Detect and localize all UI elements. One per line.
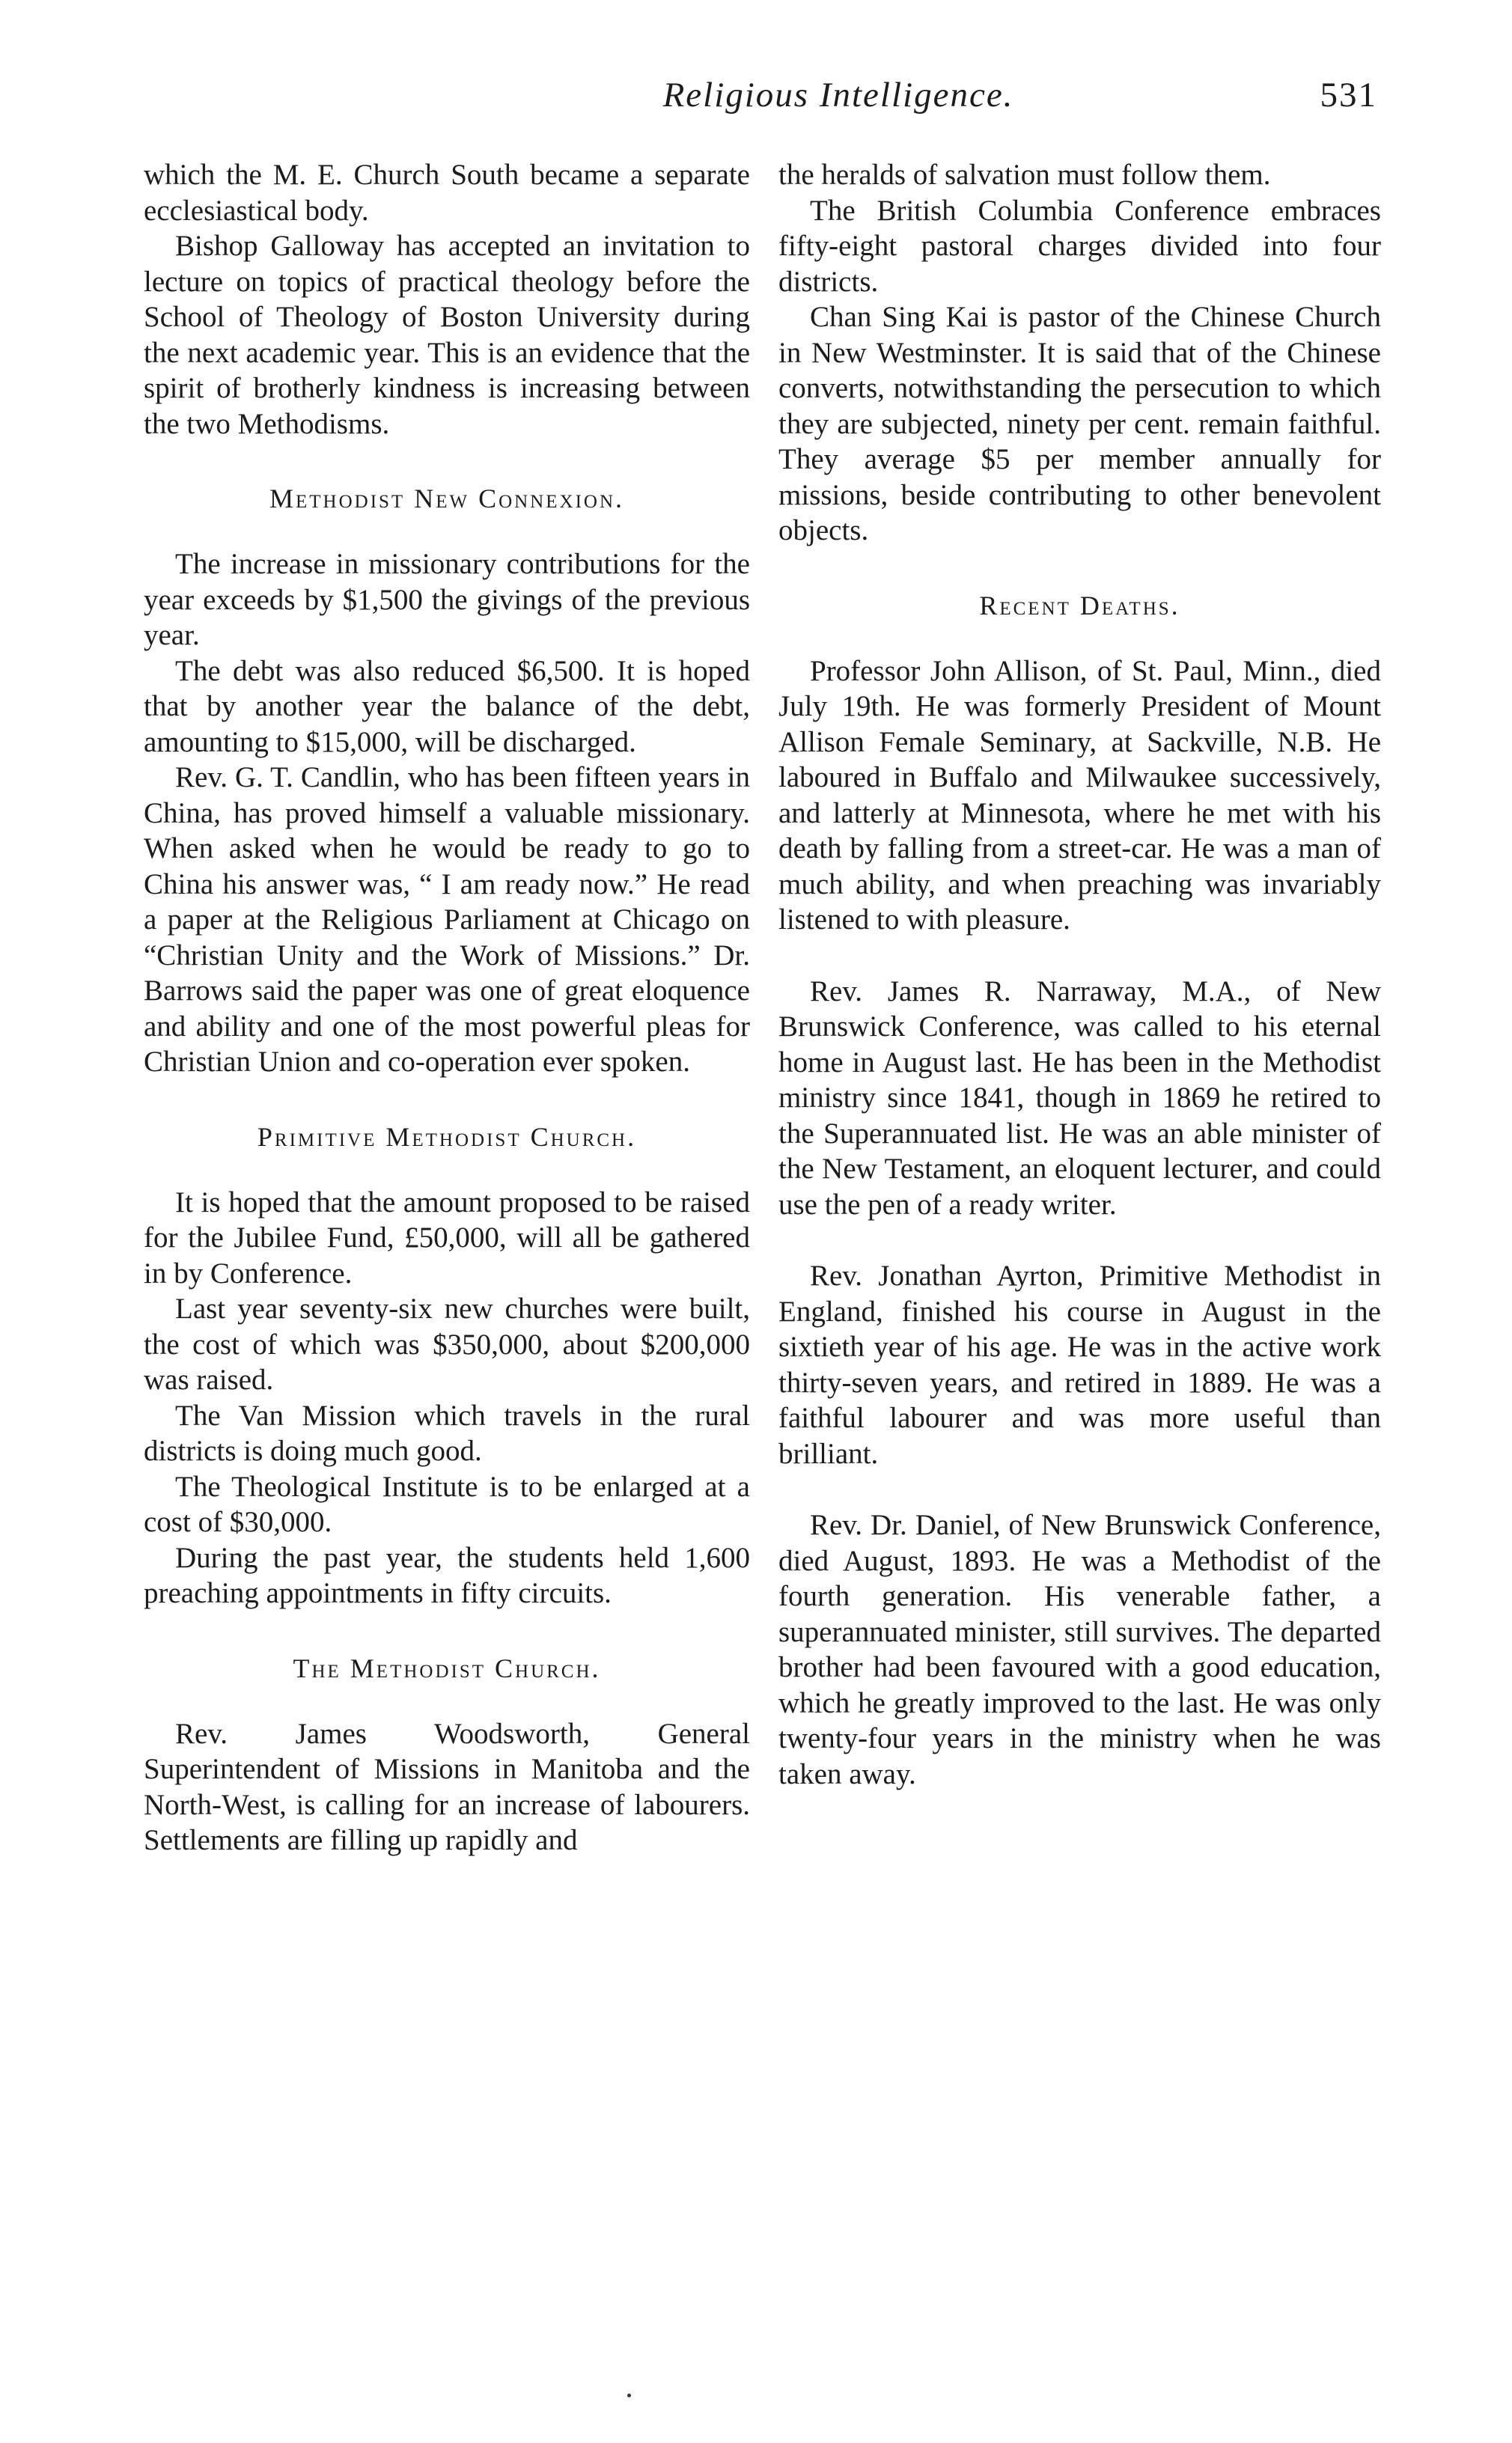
left-column xyxy=(144,157,750,1858)
obituary-narraway: Rev. James R. Narraway, M.A., of New Brunswick Conference, was called to his eternal home in August last. He has been in the Methodist ministry since 1841, though in 1869 he retired to the Superannuated list. He was an able minister of the New Testament, an eloquent lecturer, and could use the pen of a ready writer. xyxy=(778,975,1381,1221)
paragraph: The Theological Institute is to be enlarged at a cost of $30,000. xyxy=(144,1470,750,1538)
paragraph: During the past year, the students held 1,600 preaching appointments in fifty circuits. xyxy=(144,1541,750,1609)
paragraph: Rev. G. T. Candlin, who has been fifteen years in China, has proved himself a valuable missionary. When asked when he would be ready to go to China his answer was, “ I am ready now.” He read a paper at the Religious Parliament at Chicago on “Christian Unity and the Work of Missions.” Dr. Barrows said the paper was one of great eloquence and ability and one of the most powerful pleas for Christian Union and co-operation ever spoken. xyxy=(144,761,750,1078)
paragraph: The increase in missionary contributions for the year exceeds by $1,500 the givings of the previous year. xyxy=(144,548,750,651)
section-heading-new-connexion: Methodist New Connexion. xyxy=(269,484,624,513)
paragraph: Last year seventy-six new churches were built, the cost of which was $350,000, about $200,000 was raised. xyxy=(144,1293,750,1396)
paragraph: Rev. James Woodsworth, General Superintendent of Missions in Manitoba and the North-West, is calling for an increase of labourers. Settlements are filling up rapidly and xyxy=(144,1717,750,1856)
obituary-ayrton: Rev. Jonathan Ayrton, Primitive Methodist in England, finished his course in August in the sixtieth year of his age. He was in the active work thirty-seven years, and retired in 1889. He was a faithful labourer and was more useful than brilliant. xyxy=(778,1260,1381,1470)
right-column xyxy=(778,157,1381,1792)
section-heading-recent-deaths: Recent Deaths. xyxy=(979,590,1180,620)
paragraph: It is hoped that the amount proposed to be raised for the Jubilee Fund, £50,000, will all be gathered in by Conference. xyxy=(144,1186,750,1290)
page-number: 531 xyxy=(1320,76,1377,115)
paragraph: The British Columbia Conference embraces fifty-eight pastoral charges divided into four districts. xyxy=(778,194,1381,298)
section-heading-primitive-methodist: Primitive Methodist Church. xyxy=(257,1121,637,1152)
paragraph: The debt was also reduced $6,500. It is hoped that by another year the balance of the debt, amounting to $15,000, will be discharged. xyxy=(144,654,750,758)
paragraph: Bishop Galloway has accepted an invitation to lecture on topics of practical theology before the School of Theology of Boston University during the next academic year. This is an evidence that the spirit of brotherly kindness is increasing between the two Methodisms. xyxy=(144,230,750,440)
paragraph: the heralds of salvation must follow them. xyxy=(778,159,1271,191)
paragraph: The Van Mission which travels in the rural districts is doing much good. xyxy=(144,1399,750,1467)
paragraph: which the M. E. Church South became a separate ecclesiastical body. xyxy=(144,159,750,227)
running-head xyxy=(142,75,1377,127)
obituary-daniel: Rev. Dr. Daniel, of New Brunswick Conference, died August, 1893. He was a Methodist of the fourth generation. His venerable father, a superannuated minister, still survives. The departed brother had been favoured with a good education, which he greatly improved to the last. He was only twenty-four years in the ministry when he was taken away. xyxy=(778,1509,1381,1790)
running-title: Religious Intelligence. xyxy=(662,76,1014,115)
section-heading-methodist-church: The Methodist Church. xyxy=(293,1653,601,1683)
footer-mark xyxy=(627,2394,631,2397)
paragraph: Chan Sing Kai is pastor of the Chinese Church in New Westminster. It is said that of the Chinese converts, notwithstanding the persecution to which they are subjected, ninety per cent. remain faithful. They average $5 per member annually for missions, beside contributing to other benevolent objects. xyxy=(778,301,1381,546)
obituary-allison: Professor John Allison, of St. Paul, Minn., died July 19th. He was formerly President of Mount Allison Female Seminary, at Sackville, N.B. He laboured in Buffalo and Milwaukee successively, and latterly at Minnesota, where he met with his death by falling from a street-car. He was a man of much ability, and when preaching was invariably listened to with pleasure. xyxy=(778,654,1381,936)
